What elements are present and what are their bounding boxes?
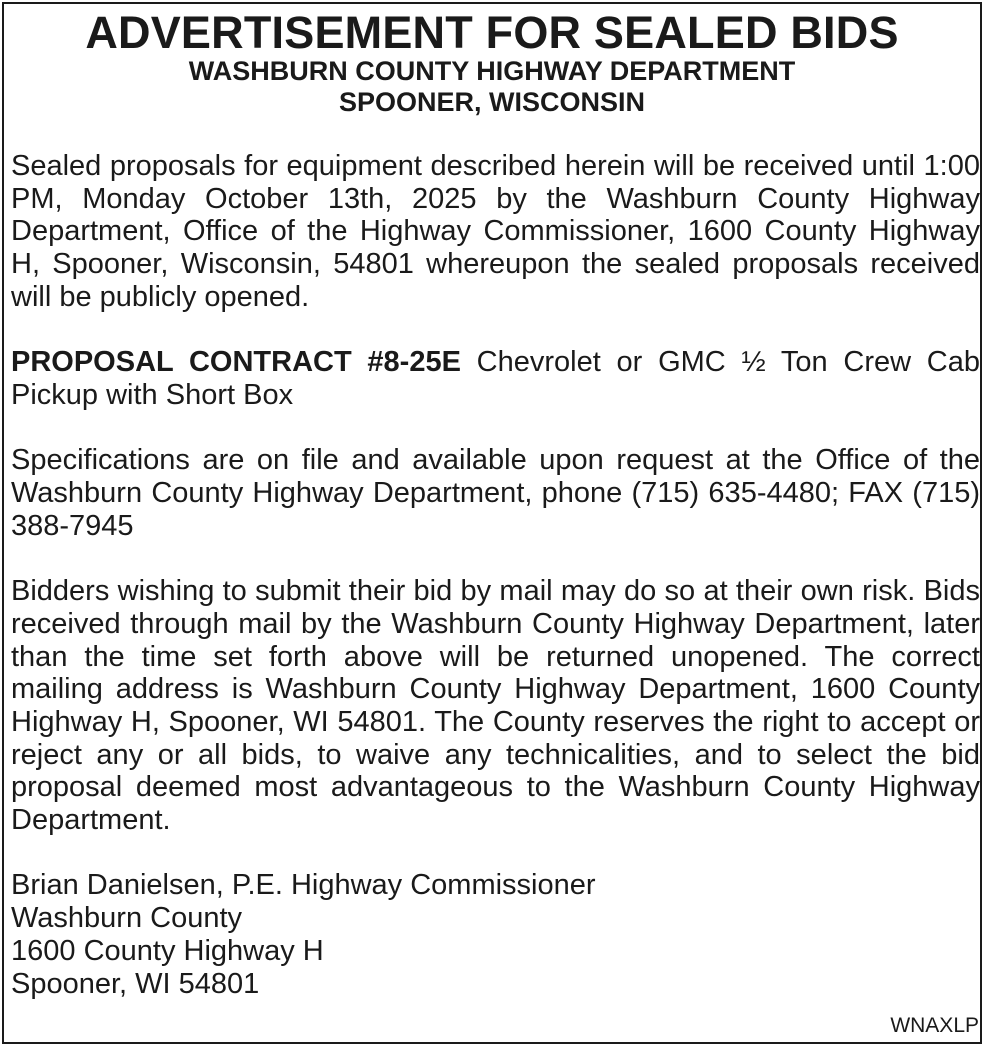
- proposal-contract-label: PROPOSAL CONTRACT #8-25E: [11, 346, 461, 379]
- signature-city: Spooner, WI 54801: [11, 967, 260, 1000]
- specifications-paragraph: Specifications are on file and available upon request at the Office of the Washburn County Highway Department, phone (715) 635-4480; FAX (715) 388-7945: [11, 444, 980, 542]
- bidders-paragraph: Bidders wishing to submit their bid by mail may do so at their own risk. Bids received through mail by the Washburn County Highway Department, later than the time set forth above will be returned unopened. The correct mailing address is Washburn County Highway Department, 1600 County Highway H, Spooner, WI 54801. The County reserves the right to accept or reject any or all bids, to waive any technicalities, and to select the bid proposal deemed most advantageous to the Washburn County Highway Department.: [11, 575, 980, 837]
- department-location: SPOONER, WISCONSIN: [338, 87, 646, 117]
- advertisement-title: ADVERTISEMENT FOR SEALED BIDS: [85, 7, 899, 58]
- signature-county: Washburn County: [11, 902, 243, 935]
- signature-street: 1600 County Highway H: [11, 934, 324, 967]
- signature-name-title: Brian Danielsen, P.E. Highway Commissioner: [11, 869, 596, 902]
- intro-paragraph: Sealed proposals for equipment described herein will be received until 1:00 PM, Monday October 13th, 2025 by the Washburn County Highway Department, Office of the Highway Commissioner, 1600 County Highway H, Spooner, Wisconsin, 54801 whereupon the sealed proposals received will be publicly opened.: [11, 150, 980, 313]
- advertisement-header: [4, 7, 980, 118]
- department-name: WASHBURN COUNTY HIGHWAY DEPARTMENT: [188, 56, 796, 86]
- advertisement-body: [11, 150, 980, 1000]
- proposal-paragraph: [11, 346, 980, 411]
- signature-block: [11, 869, 980, 1000]
- proposal-description: Chevrolet or GMC ½ Ton Crew Cab Pickup with Short Box: [11, 346, 981, 411]
- publication-code: WNAXLP: [890, 1014, 979, 1037]
